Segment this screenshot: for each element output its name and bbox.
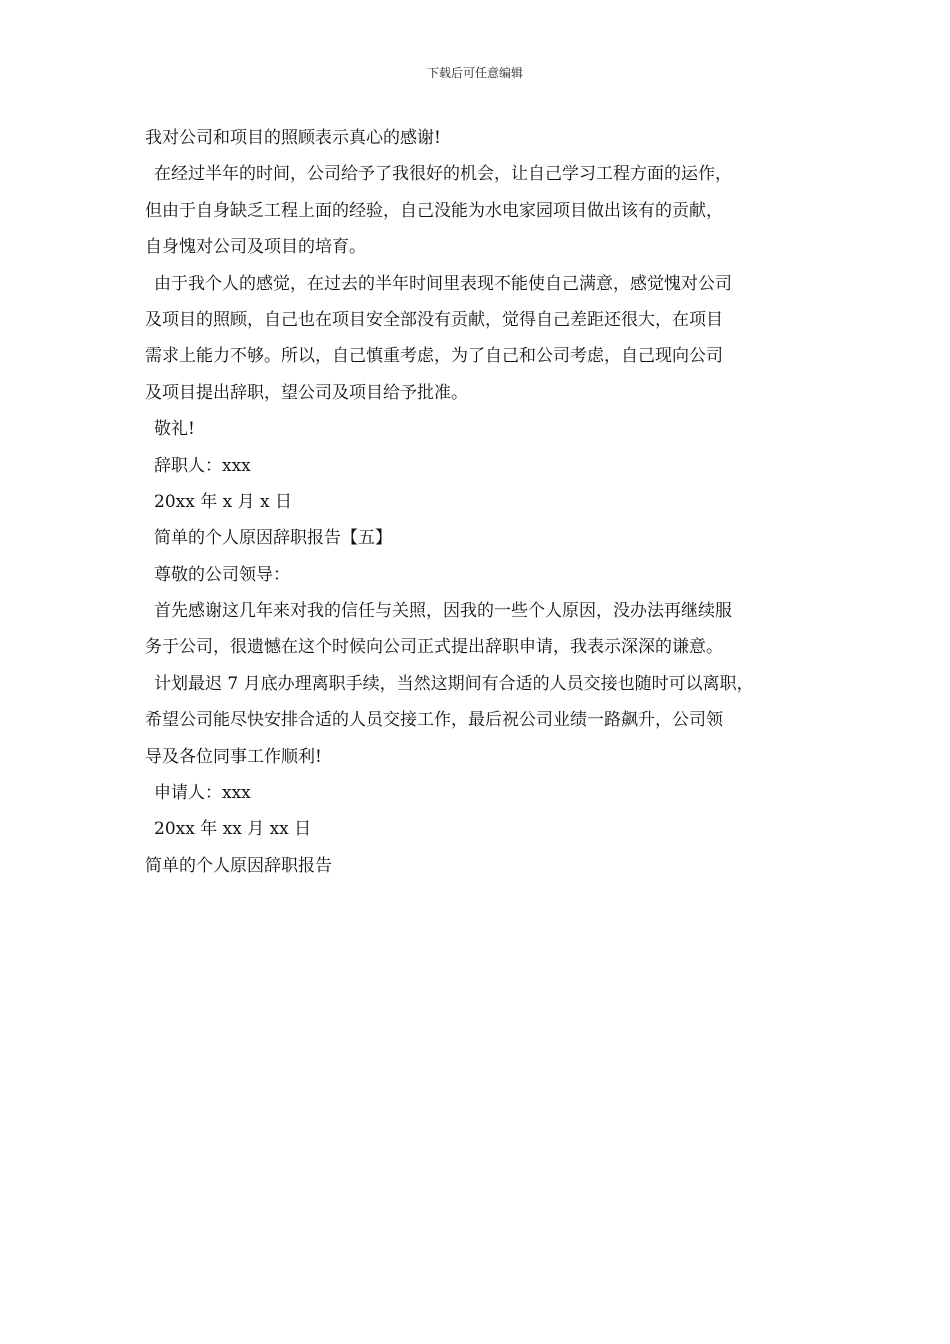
greeting-line: 尊敬的公司领导：	[154, 564, 290, 585]
paragraph-line: 希望公司能尽快安排合适的人员交接工作，最后祝公司业绩一路飙升，公司领	[145, 710, 723, 731]
paragraph-line: 自身愧对公司及项目的培育。	[145, 237, 366, 258]
paragraph-line: 及项目的照顾，自己也在项目安全部没有贡献，觉得自己差距还很大，在项目	[145, 309, 723, 330]
paragraph-line: 我对公司和项目的照顾表示真心的感谢!	[145, 128, 441, 148]
signature-line: 辞职人：xxx	[154, 455, 251, 476]
salutation-line: 敬礼!	[154, 419, 195, 440]
paragraph-line: 首先感谢这几年来对我的信任与关照，因我的一些个人原因，没办法再继续服	[154, 601, 732, 622]
paragraph-line: 计划最迟 7 月底办理离职手续，当然这期间有合适的人员交接也随时可以离职，	[154, 673, 754, 694]
date-line: 20xx 年 x 月 x 日	[154, 491, 293, 512]
paragraph-line: 由于我个人的感觉，在过去的半年时间里表现不能使自己满意，感觉愧对公司	[154, 273, 732, 294]
paragraph-line: 在经过半年的时间，公司给予了我很好的机会，让自己学习工程方面的运作，	[154, 164, 732, 185]
paragraph-line: 及项目提出辞职，望公司及项目给予批准。	[145, 382, 468, 403]
document-body	[145, 120, 835, 884]
paragraph-line: 导及各位同事工作顺利!	[145, 746, 322, 767]
page-header: 下载后可任意编辑	[426, 66, 523, 80]
date-line: 20xx 年 xx 月 xx 日	[154, 819, 312, 840]
signature-line: 申请人：xxx	[154, 783, 251, 804]
paragraph-line: 但由于自身缺乏工程上面的经验，自己没能为水电家园项目做出该有的贡献，	[145, 200, 723, 221]
section-title: 简单的个人原因辞职报告	[145, 855, 332, 876]
paragraph-line: 务于公司，很遗憾在这个时候向公司正式提出辞职申请，我表示深深的谦意。	[145, 637, 723, 658]
section-title: 简单的个人原因辞职报告【五】	[154, 528, 392, 549]
paragraph-line: 需求上能力不够。所以，自己慎重考虑，为了自己和公司考虑，自己现向公司	[145, 346, 723, 367]
